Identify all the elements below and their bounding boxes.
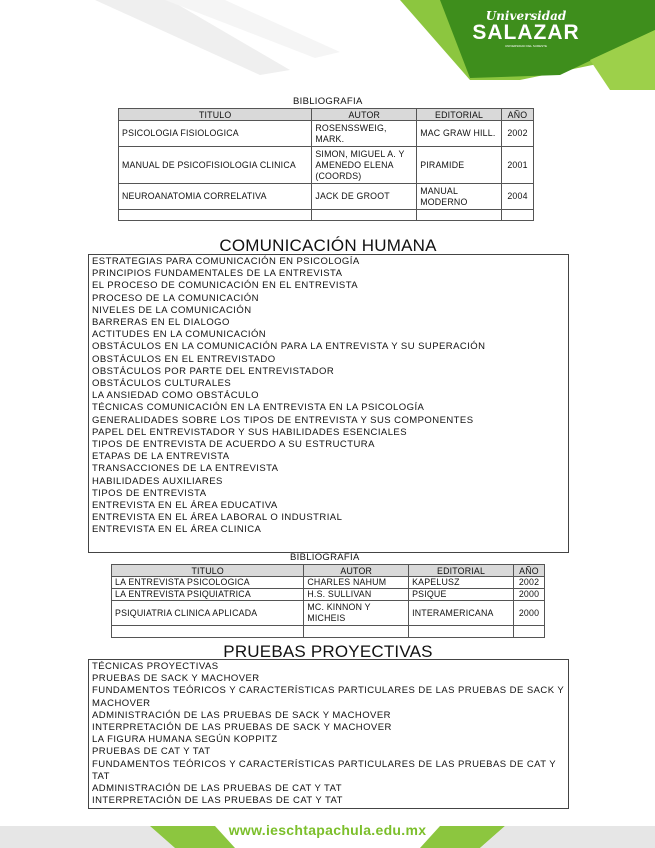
- topic-item: OBSTÁCULOS EN EL ENTREVISTADO: [92, 353, 276, 365]
- table-cell: H.S. SULLIVAN: [304, 589, 409, 601]
- topic-item: LA ANSIEDAD COMO OBSTÁCULO: [92, 390, 259, 402]
- table-cell: LA ENTREVISTA PSICOLOGICA: [112, 577, 304, 589]
- bibliography-table: [111, 564, 545, 638]
- table-header-row: [112, 565, 545, 577]
- logo-tagline: UNIVERSIDAD DEL SURESTE: [504, 44, 548, 48]
- table-cell: 2001: [502, 147, 534, 184]
- topic-item: OBSTÁCULOS EN LA COMUNICACIÓN PARA LA ENTREVISTA Y SU SUPERACIÓN: [92, 341, 486, 353]
- topic-item: PRUEBAS DE CAT Y TAT: [92, 746, 211, 758]
- topic-item: PROCESO DE LA COMUNICACIÓN: [92, 292, 259, 304]
- table-cell: [304, 626, 409, 638]
- topic-list: [88, 659, 569, 809]
- topic-item: BARRERAS EN EL DIALOGO: [92, 317, 230, 329]
- table-row: [119, 184, 534, 210]
- section-title: COMUNICACIÓN HUMANA: [219, 236, 437, 255]
- table-cell: JACK DE GROOT: [312, 184, 417, 210]
- bibliography-table: [118, 108, 534, 221]
- topic-item: HABILIDADES AUXILIARES: [92, 475, 223, 487]
- table-cell: LA ENTREVISTA PSIQUIATRICA: [112, 589, 304, 601]
- table-cell: CHARLES NAHUM: [304, 577, 409, 589]
- topic-item: ETAPAS DE LA ENTREVISTA: [92, 451, 230, 463]
- topic-item: TIPOS DE ENTREVISTA DE ACUERDO A SU ESTRUCTURA: [92, 439, 375, 451]
- table-cell: 2000: [514, 601, 545, 626]
- table-cell: INTERAMERICANA: [409, 601, 514, 626]
- table-cell: [409, 626, 514, 638]
- table-cell: PSICOLOGIA FISIOLOGICA: [119, 121, 312, 147]
- topic-item: ENTREVISTA EN EL ÁREA CLINICA: [92, 524, 262, 536]
- topic-item: EL PROCESO DE COMUNICACIÓN EN EL ENTREVISTA: [92, 280, 359, 292]
- column-header: EDITORIAL: [417, 109, 502, 121]
- column-header: EDITORIAL: [409, 565, 514, 577]
- table-cell: [312, 210, 417, 221]
- table-cell: MANUAL MODERNO: [417, 184, 502, 210]
- table-row: [112, 589, 545, 601]
- topic-item: ENTREVISTA EN EL ÁREA LABORAL O INDUSTRIAL: [92, 512, 343, 524]
- topic-item: INTERPRETACIÓN DE LAS PRUEBAS DE SACK Y MACHOVER: [92, 722, 392, 734]
- topic-item: PAPEL DEL ENTREVISTADOR Y SUS HABILIDADES ESENCIALES: [92, 426, 408, 438]
- column-header: AUTOR: [312, 109, 417, 121]
- table-row: [112, 626, 545, 638]
- topic-item: TÉCNICAS COMUNICACIÓN EN LA ENTREVISTA EN LA PSICOLOGÍA: [92, 402, 425, 414]
- logo-brand: SALAZAR: [472, 21, 580, 44]
- column-header: AÑO: [514, 565, 545, 577]
- table-cell: [119, 210, 312, 221]
- topic-item: PRINCIPIOS FUNDAMENTALES DE LA ENTREVISTA: [92, 268, 343, 280]
- topic-item: OBSTÁCULOS POR PARTE DEL ENTREVISTADOR: [92, 365, 335, 377]
- table-cell: ROSENSSWEIG, MARK.: [312, 121, 417, 147]
- table-cell: [514, 626, 545, 638]
- logo-script: Universidad: [485, 9, 567, 23]
- table-cell: MANUAL DE PSICOFISIOLOGIA CLINICA: [119, 147, 312, 184]
- topic-item: INTERPRETACIÓN DE LAS PRUEBAS DE CAT Y TAT: [92, 795, 343, 807]
- table-cell: [502, 210, 534, 221]
- table-cell: 2000: [514, 589, 545, 601]
- topic-item: TIPOS DE ENTREVISTA: [92, 487, 207, 499]
- table-cell: PIRAMIDE: [417, 147, 502, 184]
- topic-item: OBSTÁCULOS CULTURALES: [92, 378, 232, 390]
- topic-item: FUNDAMENTOS TEÓRICOS Y CARACTERÍSTICAS PARTICULARES DE LAS PRUEBAS DE SACK Y MACHOVER: [92, 685, 565, 709]
- topic-item: ESTRATEGIAS PARA COMUNICACIÓN EN PSICOLOGÍA: [92, 256, 360, 267]
- topic-item: LA FIGURA HUMANA SEGÚN KOPPITZ: [92, 734, 278, 746]
- table-cell: 2004: [502, 184, 534, 210]
- table-cell: 2002: [514, 577, 545, 589]
- table-cell: NEUROANATOMIA CORRELATIVA: [119, 184, 312, 210]
- table-cell: PSIQUE: [409, 589, 514, 601]
- column-header: TITULO: [112, 565, 304, 577]
- bibliography-label: BIBLIOGRAFIA: [290, 552, 360, 563]
- topic-item: TÉCNICAS PROYECTIVAS: [92, 661, 219, 672]
- table-header-row: [119, 109, 534, 121]
- table-cell: KAPELUSZ: [409, 577, 514, 589]
- bibliography-label: BIBLIOGRAFIA: [293, 96, 363, 107]
- topic-item: PRUEBAS DE SACK Y MACHOVER: [92, 673, 260, 685]
- footer-website: www.ieschtapachula.edu.mx: [228, 822, 427, 838]
- table-cell: [112, 626, 304, 638]
- column-header: AUTOR: [304, 565, 409, 577]
- university-logo: [466, 10, 586, 48]
- topic-item: GENERALIDADES SOBRE LOS TIPOS DE ENTREVISTA Y SUS COMPONENTES: [92, 414, 474, 426]
- topic-item: ENTREVISTA EN EL ÁREA EDUCATIVA: [92, 500, 278, 512]
- topic-item: ACTITUDES EN LA COMUNICACIÓN: [92, 329, 267, 341]
- table-cell: MC. KINNON Y MICHEIS: [304, 601, 409, 626]
- table-cell: 2002: [502, 121, 534, 147]
- table-row: [119, 210, 534, 221]
- table-row: [119, 121, 534, 147]
- column-header: TITULO: [119, 109, 312, 121]
- topic-item: NIVELES DE LA COMUNICACIÓN: [92, 304, 252, 316]
- table-row: [119, 147, 534, 184]
- table-cell: SIMON, MIGUEL A. Y AMENEDO ELENA (COORDS): [312, 147, 417, 184]
- table-cell: MAC GRAW HILL.: [417, 121, 502, 147]
- table-row: [112, 601, 545, 626]
- topic-item: ADMINISTRACIÓN DE LAS PRUEBAS DE SACK Y MACHOVER: [92, 709, 391, 721]
- column-header: AÑO: [502, 109, 534, 121]
- topic-item: TRANSACCIONES DE LA ENTREVISTA: [92, 463, 279, 475]
- topic-item: ADMINISTRACIÓN DE LAS PRUEBAS DE CAT Y TAT: [92, 783, 342, 795]
- table-cell: PSIQUIATRIA CLINICA APLICADA: [112, 601, 304, 626]
- table-cell: [417, 210, 502, 221]
- topic-list: [88, 254, 569, 553]
- section-title: PRUEBAS PROYECTIVAS: [223, 642, 433, 661]
- table-row: [112, 577, 545, 589]
- topic-item: FUNDAMENTOS TEÓRICOS Y CARACTERÍSTICAS PARTICULARES DE LAS PRUEBAS DE CAT Y TAT: [92, 758, 556, 782]
